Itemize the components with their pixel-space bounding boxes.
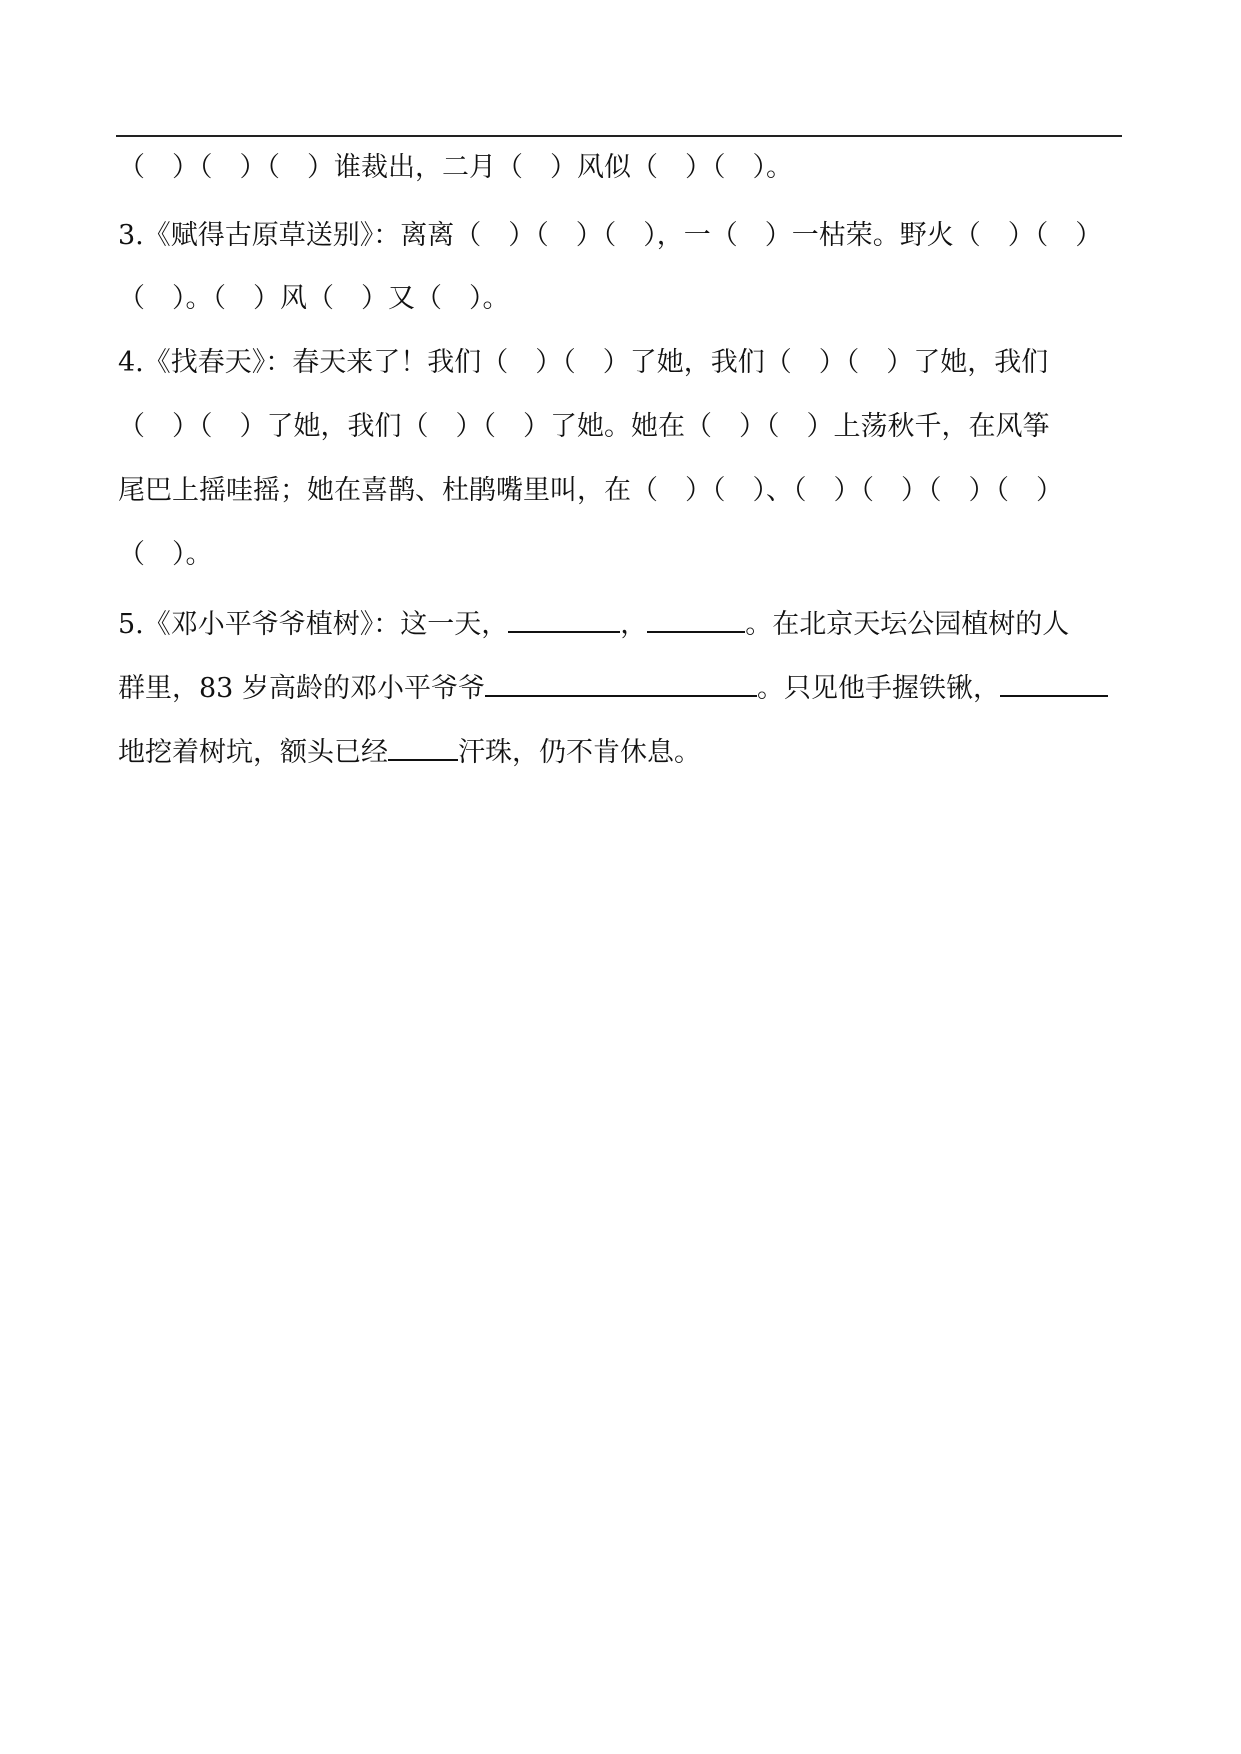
question-5-line-1 — [118, 605, 1069, 643]
question-4-line-4 — [118, 537, 213, 573]
text-segment: 汗珠，仍不肯休息。 — [458, 737, 701, 768]
text-line: （ ）。（ ）风（ ）又（ ）。 — [118, 283, 510, 314]
text-segment: 地挖着树坑，额头已经 — [118, 737, 388, 768]
question-4-line-2 — [118, 409, 1050, 445]
fill-blank[interactable] — [388, 733, 458, 761]
text-line: （ ）。 — [118, 539, 213, 570]
text-line: 4.《找春天》：春天来了！我们（ ）（ ）了她，我们（ ）（ ）了她，我们 — [118, 347, 1049, 378]
text-segment: 。只见他手握铁锹， — [756, 673, 1000, 704]
text-line: （ ）（ ）（ ）谁裁出，二月（ ）风似（ ）（ ）。 — [118, 152, 793, 183]
text-line: 3.《赋得古原草送别》：离离（ ）（ ）（ ），一（ ）一枯荣。野火（ ）（ ） — [118, 220, 1103, 251]
fill-blank[interactable] — [508, 605, 620, 633]
text-segment: 群里，83 岁高龄的邓小平爷爷 — [118, 673, 485, 704]
question-3-line-1 — [118, 218, 1102, 254]
question-5-line-2 — [118, 669, 1108, 707]
text-line: （ ）（ ）了她，我们（ ）（ ）了她。她在（ ）（ ）上荡秋千，在风筝 — [118, 411, 1050, 442]
header-rule — [116, 135, 1122, 137]
text-line: 尾巴上摇哇摇；她在喜鹊、杜鹃嘴里叫，在（ ）（ ）、（ ）（ ）（ ）（ ） — [118, 475, 1063, 506]
fill-blank[interactable] — [647, 605, 745, 633]
text-segment: 5.《邓小平爷爷植树》：这一天， — [118, 609, 509, 640]
text-segment: 。在北京天坛公园植树的人 — [745, 609, 1070, 640]
text-segment: ， — [620, 609, 648, 640]
question-3-line-2 — [118, 281, 510, 317]
fill-blank[interactable] — [1000, 669, 1108, 697]
poem-line-continuation — [118, 150, 793, 186]
question-4-line-1 — [118, 345, 1048, 381]
question-5-line-3 — [118, 733, 701, 771]
question-4-line-3 — [118, 473, 1063, 509]
fill-blank[interactable] — [485, 669, 757, 697]
